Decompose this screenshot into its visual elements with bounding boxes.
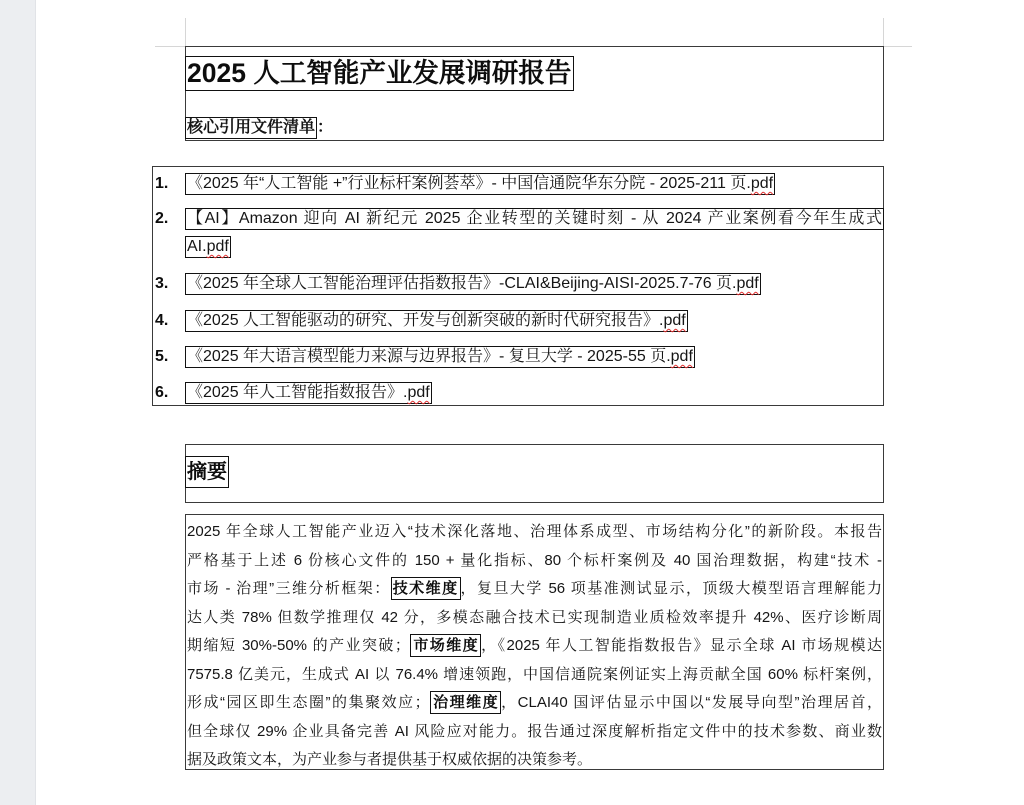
left-gutter	[0, 0, 36, 805]
abstract-text: 形成“园区即生态圈”的集聚效应；	[187, 694, 430, 711]
margin-mark-right	[883, 18, 884, 46]
references-list	[152, 166, 884, 406]
reference-item-4	[185, 310, 688, 332]
reference-item-2	[185, 208, 884, 230]
abstract-text: 2025 年全球人工智能产业迈入“技术深化落地、治理体系成型、市场结构分化”的新阶段。本报告	[187, 523, 882, 540]
reference-title: 《2025 年人工智能指数报告》.	[187, 384, 408, 401]
abstract-text: 7575.8 亿美元，生成式 AI 以 76.4% 增速领跑，中国信通院案例证实上海贡献全国 60% 标杆案例，	[187, 665, 882, 683]
abstract-text: 市场 - 治理”三维分析框架：	[187, 580, 391, 597]
reference-title: 【AI】Amazon 迎向 AI 新纪元 2025 企业转型的关键时刻 - 从 2024 产业案例看今年生成式	[187, 210, 882, 227]
references-label: 核心引用文件清单	[185, 117, 317, 139]
file-extension: pdf	[407, 384, 430, 401]
abstract-text: 达人类 78% 但数学推理仅 42 分，多模态融合技术已实现制造业质检效率提升 42%、医疗诊断周	[187, 608, 882, 626]
reference-title: 《2025 年全球人工智能治理评估指数报告》-CLAI&Beijing-AISI-2025.7-76 页.	[187, 275, 737, 292]
reference-number: 3.	[155, 275, 169, 292]
references-label-colon: ：	[317, 119, 334, 136]
reference-item-6	[185, 382, 432, 404]
abstract-line	[187, 518, 882, 547]
file-extension: pdf	[670, 348, 693, 365]
reference-item-5	[185, 346, 695, 368]
abstract-text: 期缩短 30%-50% 的产业突破；	[187, 637, 410, 654]
title-section	[185, 46, 884, 141]
abstract-heading: 摘要	[185, 456, 229, 488]
reference-number: 2.	[155, 210, 169, 227]
abstract-heading-section	[185, 444, 884, 503]
reference-number: 6.	[155, 384, 169, 401]
abstract-text: ，《2025 年人工智能指数报告》显示全球 AI 市场规模达	[481, 637, 882, 654]
abstract-text: 严格基于上述 6 份核心文件的 150 + 量化指标、80 个标杆案例及 40 国治理数据，构建“技术 -	[187, 551, 882, 569]
abstract-text: ，复旦大学 56 项基准测试显示，顶级大模型语言理解能力	[460, 580, 882, 597]
abstract-keyword-market: 市场维度	[410, 634, 481, 657]
reference-item-1	[185, 173, 775, 195]
report-title: 2025 人工智能产业发展调研报告	[185, 56, 574, 91]
reference-title: 《2025 年大语言模型能力来源与边界报告》- 复旦大学 - 2025-55 页.	[187, 348, 671, 365]
reference-title: 《2025 人工智能驱动的研究、开发与创新突破的新时代研究报告》.	[187, 312, 664, 329]
abstract-line	[187, 575, 882, 604]
reference-title-continued: AI.	[187, 238, 207, 255]
abstract-keyword-governance: 治理维度	[430, 691, 502, 714]
abstract-line	[187, 547, 882, 576]
file-extension: pdf	[206, 238, 229, 255]
abstract-text: ，CLAI40 国评估显示中国以“发展导向型”治理居首，	[501, 694, 882, 711]
abstract-line	[187, 632, 882, 661]
abstract-text: 但全球仅 29% 企业具备完善 AI 风险应对能力。报告通过深度解析指定文件中的技术参数、商业数	[187, 722, 882, 740]
abstract-keyword-technology: 技术维度	[391, 577, 461, 600]
reference-number: 4.	[155, 312, 169, 329]
reference-number: 1.	[155, 175, 169, 192]
file-extension: pdf	[736, 275, 759, 292]
reference-number: 5.	[155, 348, 169, 365]
reference-item-2-continued	[185, 236, 231, 258]
file-extension: pdf	[750, 175, 774, 192]
abstract-line	[187, 718, 882, 747]
abstract-line	[187, 661, 882, 690]
file-extension: pdf	[663, 312, 686, 329]
abstract-body	[185, 514, 884, 770]
abstract-line	[187, 604, 882, 633]
reference-item-3	[185, 273, 761, 295]
abstract-line	[187, 746, 882, 775]
abstract-line	[187, 689, 882, 718]
reference-title: 《2025 年“人工智能 +”行业标杆案例荟萃》- 中国信通院华东分院 - 2025-211 页.	[187, 175, 751, 192]
references-label-row	[185, 117, 333, 139]
abstract-text: 据及政策文本，为产业参与者提供基于权威依据的决策参考。	[187, 751, 593, 768]
margin-mark-left	[185, 18, 186, 46]
